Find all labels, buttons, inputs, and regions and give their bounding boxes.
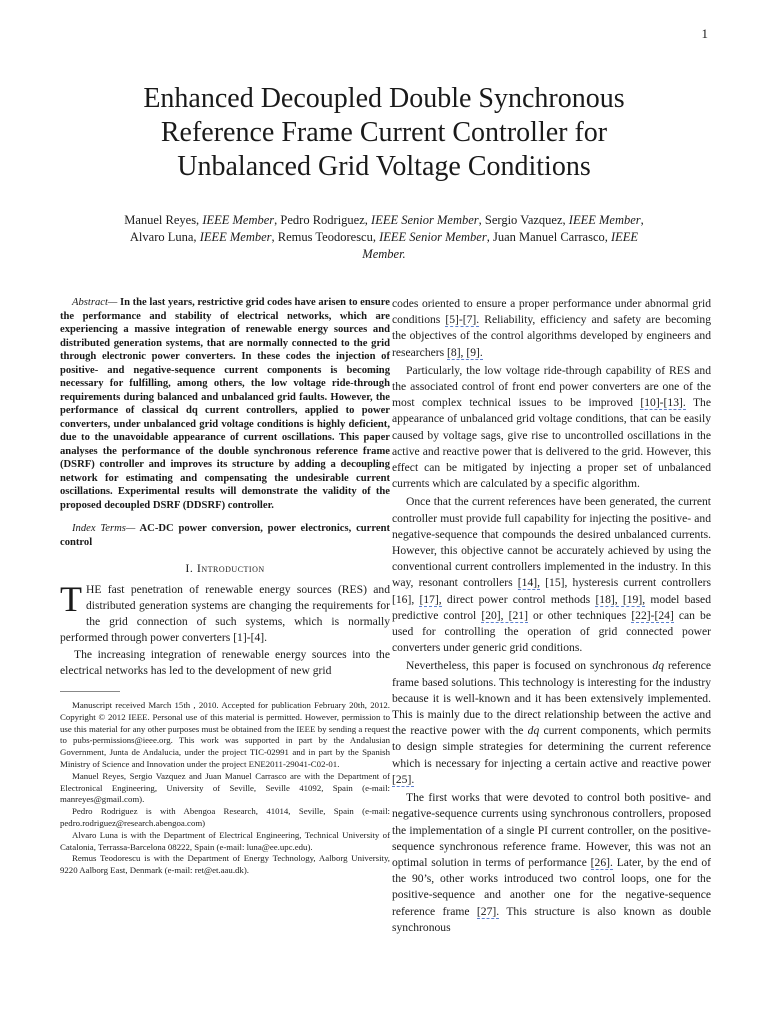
abstract-lead: Abstract— — [72, 297, 118, 308]
body-text: codes oriented to ensure a proper performance under abnormal grid conditions — [392, 297, 711, 327]
body-text: This structure is also known as double synchronous — [392, 904, 712, 934]
body-text: Once that the current references have been generated, the current controller must provide full capability for injecting the positive- and negative-sequence that compounds the desired unbalanced currents. However, this objective cannot be accurately achieved by using the conventional current controllers implemented in the industry. In this way, resonant controllers — [392, 495, 711, 590]
section-heading — [60, 561, 390, 576]
body-paragraph — [392, 790, 711, 936]
author-role: IEEE Member — [202, 213, 275, 227]
body-paragraph — [392, 494, 711, 656]
citation-link[interactable]: [14], — [517, 576, 541, 590]
author-role: IEEE Member — [568, 213, 641, 227]
body-text: Particularly, the low voltage ride-through capability of RES and the associated control of front end power converters are one of the most complex technical issues to be improved — [392, 363, 711, 410]
footnote-divider — [60, 691, 120, 692]
citation-link[interactable]: [17], — [419, 592, 442, 606]
author-list — [110, 212, 658, 263]
title-line: Unbalanced Grid Voltage Conditions — [177, 151, 591, 182]
body-paragraph — [392, 363, 711, 493]
paper-title — [70, 82, 698, 184]
citation-link[interactable]: [25]. — [392, 772, 415, 786]
intro-paragraph — [60, 579, 390, 645]
page-number: 1 — [701, 26, 708, 41]
body-text: Nevertheless, this paper is focused on synchronous — [406, 659, 653, 673]
body-text: reference frame based solutions. This technology is interesting for the industry because it is well-known and it has been extensively implemented. This is mainly due to the direct relationship between the active and the reactive power with the — [392, 659, 711, 738]
intro-paragraph: The increasing integration of renewable energy sources into the electrical networks has led to the development of new grid — [60, 648, 390, 678]
author-role: IEEE Member. — [362, 230, 639, 261]
index-terms-text: AC-DC power conversion, power electronics, current control — [60, 523, 390, 548]
body-text: current components, which permits to design simple strategies for determining the current reference which is necessary for injecting a certain active and reactive power — [392, 724, 711, 770]
math-symbol: dq — [652, 659, 664, 673]
footnote: Manuel Reyes, Sergio Vazquez and Juan Manuel Carrasco are with the Department of Electronical Engineering, University of Seville, Seville 41092, Spain (e-mail: manreyes@gmail.com). — [60, 770, 390, 805]
body-text: The first works that were devoted to control both positive- and negative-sequence currents using synchronous controllers, proposed the implementation of a single PI current controller, on the positive-sequence synchronous reference frame. However, this was not an optimal solution in terms of performance — [392, 791, 711, 869]
author-name: , Alvaro Luna, — [129, 213, 644, 244]
body-text: or other techniques — [527, 608, 632, 622]
math-symbol: dq — [527, 724, 540, 738]
citation-link[interactable]: [5]-[7]. — [445, 313, 480, 327]
author-name: Manuel Reyes, — [124, 213, 203, 227]
body-paragraph — [392, 296, 711, 361]
body-text: direct power control methods — [441, 592, 596, 606]
author-role: IEEE Senior Member — [379, 230, 487, 244]
author-role: IEEE Senior Member — [371, 213, 479, 227]
author-name: , Juan Manuel Carrasco, — [486, 230, 611, 244]
drop-cap: T — [60, 579, 82, 620]
citation-link[interactable]: [22]-[24] — [631, 608, 674, 622]
section-title: Introduction — [196, 561, 265, 575]
title-line: Enhanced Decoupled Double Synchronous — [143, 83, 625, 114]
body-text: model based predictive control — [392, 592, 711, 622]
author-name: , Remus Teodorescu, — [271, 230, 380, 244]
citation-link[interactable]: [8], [9]. — [447, 345, 483, 359]
left-column — [60, 296, 390, 877]
footnote: Alvaro Luna is with the Department of Electrical Engineering, Technical University of Catalonia, Terrassa-Barcelona 08222, Spain (e-mail: luna@ee.upc.edu). — [60, 829, 390, 852]
citation-link[interactable]: [27]. — [476, 904, 500, 918]
body-text: Reliability, efficiency and safety are becoming the objectives of the control algorithms developed by engineers and researchers — [392, 313, 711, 359]
body-paragraph — [392, 658, 711, 788]
citation-link[interactable]: [26]. — [590, 855, 613, 869]
index-terms — [60, 522, 390, 549]
index-terms-lead: Index Terms— — [72, 523, 136, 534]
body-text: The appearance of unbalanced grid voltage conditions, that can be easily caused by voltage sags, give rise to uncontrolled oscillations in the active and reactive power that is delivered to the grid. However, this effect can be mitigated by injecting a proper set of unbalanced currents which are calculated by a specific algorithm. — [392, 396, 711, 491]
title-line: Reference Frame Current Controller for — [160, 117, 608, 148]
section-number: I. — [185, 561, 197, 575]
citation-link[interactable]: [20], [21] — [481, 608, 528, 622]
citation-link[interactable]: [10]-[13]. — [640, 396, 686, 410]
citation-link[interactable]: [18], [19], — [595, 592, 646, 606]
author-name: , Sergio Vazquez, — [478, 213, 569, 227]
abstract — [60, 296, 390, 512]
body-text: can be used for controlling the operation of grid connected power converters under generic grid conditions. — [392, 608, 711, 655]
body-text: Later, by the end of the 90’s, other works introduced two control loops, one for the positive-sequence and another one for the negative-sequence reference frame — [392, 855, 711, 918]
author-name: , Pedro Rodriguez, — [274, 213, 372, 227]
footnote: Pedro Rodriguez is with Abengoa Research, 41014, Seville, Spain (e-mail: pedro.rodriguez@research.abengoa.com) — [60, 806, 390, 828]
right-column — [392, 296, 711, 938]
author-role: IEEE Member — [199, 230, 272, 244]
body-text: [15], hysteresis current controllers [16], — [392, 576, 711, 606]
abstract-text: In the last years, restrictive grid codes have arisen to ensure the performance and stability of electrical networks, which are experiencing a massive integration of renewable energy sources and distributed generation systems, that are normally connected to the grid through electronic power converters. In these codes the injection of positive- and negative-sequence current components is becoming necessary for fulfilling, among others, the low voltage ride-through requirements during balanced and unbalanced grid faults. However, the performance of classical dq current controllers, applied to power converters, under unbalanced grid voltage conditions is highly deficient, due to the unavoidable appearance of current oscillations. This paper analyses the performance of the double synchronous reference frame (DSRF) controller and improves its structure by adding a decoupling network for estimating and compensating the undesirable current oscillations. Experimental results will demonstrate the validity of the proposed decoupled DSRF (DDSRF) controller. — [60, 297, 390, 511]
footnote: Remus Teodorescu is with the Department of Energy Technology, Aalborg University, 9220 Aalborg East, Denmark (e-mail: ret@et.aau.dk). — [60, 853, 390, 876]
intro-text: HE fast penetration of renewable energy sources (RES) and distributed generation systems are changing the requirements for the grid connection of such systems, which is normally performed through power converters [1]-[4]. — [60, 583, 390, 644]
footnote: Manuscript received March 15th , 2010. Accepted for publication February 20th, 2012. Copyright © 2012 IEEE. Personal use of this material is permitted. However, permission to use this material for any other purposes must be obtained from the IEEE by sending a request to pubs-permissions@ieee.org. This work was supported in part by the Andalusian Government, Junta de Andalucia, under the project TIC-02991 and in part by the Spanish Ministry of Science and Innovation under the project ENE2011-29041-C02-01. — [60, 699, 390, 769]
